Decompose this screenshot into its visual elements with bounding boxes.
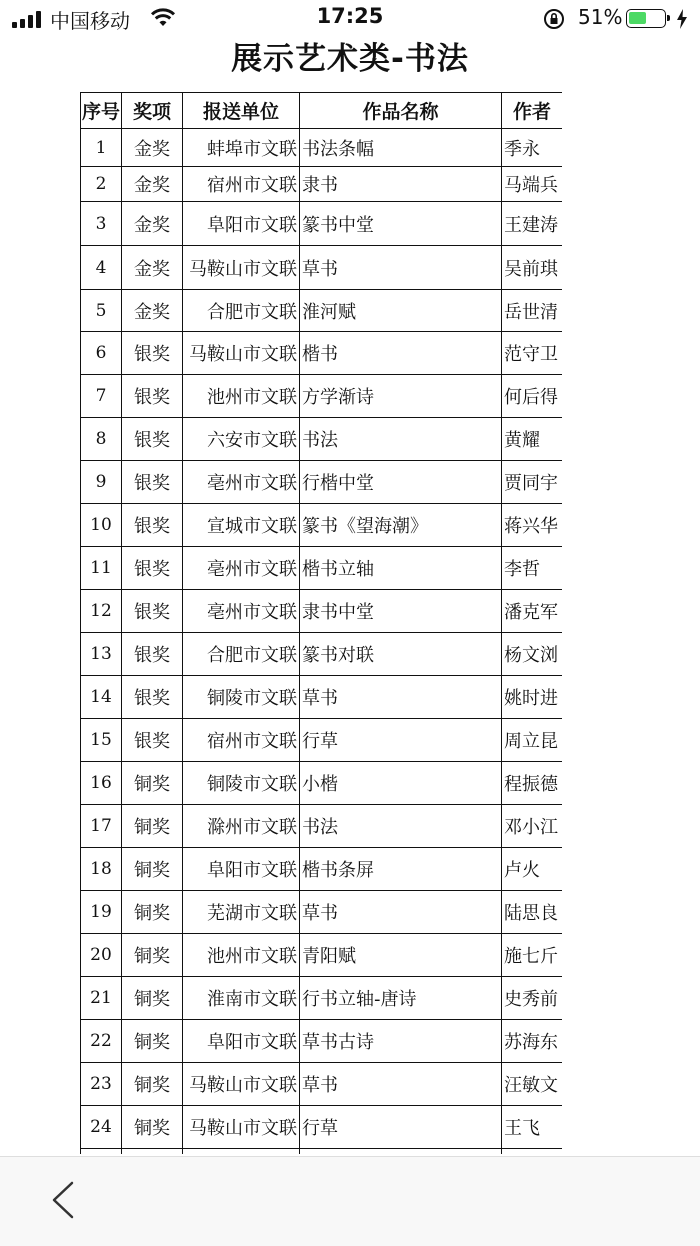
cell-author: 王建涛 <box>502 202 563 246</box>
cell-seq: 11 <box>81 547 122 590</box>
cell-award: 银奖 <box>122 590 183 633</box>
cell-seq: 15 <box>81 719 122 762</box>
header-unit: 报送单位 <box>183 93 300 129</box>
cell-work: 行书立轴-唐诗 <box>300 977 502 1020</box>
cell-award: 银奖 <box>122 461 183 504</box>
cell-author: 程振德 <box>502 762 563 805</box>
table-row <box>81 934 563 977</box>
cell-author: 王飞 <box>502 1106 563 1149</box>
cell-unit: 阜阳市文联 <box>183 1020 300 1063</box>
cell-unit: 马鞍山市文联 <box>183 1106 300 1149</box>
table-row <box>81 290 563 332</box>
cell-seq: 19 <box>81 891 122 934</box>
cell-unit: 六安市文联 <box>183 418 300 461</box>
table-row <box>81 129 563 167</box>
clock: 17:25 <box>316 4 384 28</box>
cell-seq: 1 <box>81 129 122 167</box>
cell-work: 草书 <box>300 246 502 290</box>
cell-work: 篆书对联 <box>300 633 502 676</box>
cell-seq: 23 <box>81 1063 122 1106</box>
cell-unit: 池州市文联 <box>183 934 300 977</box>
cell-work: 篆书中堂 <box>300 202 502 246</box>
cell-award: 铜奖 <box>122 891 183 934</box>
cell-unit: 宿州市文联 <box>183 719 300 762</box>
cell-award: 银奖 <box>122 332 183 375</box>
cell-work: 楷书 <box>300 332 502 375</box>
cell-award: 银奖 <box>122 719 183 762</box>
table-row <box>81 848 563 891</box>
cell-seq: 2 <box>81 167 122 202</box>
table-row <box>81 1106 563 1149</box>
cell-author: 吴前琪 <box>502 246 563 290</box>
table-row <box>81 375 563 418</box>
header-award: 奖项 <box>122 93 183 129</box>
cell-seq: 13 <box>81 633 122 676</box>
battery-icon <box>626 9 666 28</box>
table-row <box>81 633 563 676</box>
award-table <box>80 92 562 1154</box>
cell-award: 银奖 <box>122 633 183 676</box>
table-row <box>81 167 563 202</box>
cell-unit: 亳州市文联 <box>183 461 300 504</box>
cell-award: 铜奖 <box>122 977 183 1020</box>
table-row <box>81 332 563 375</box>
table-row <box>81 246 563 290</box>
cell-work: 楷书立轴 <box>300 547 502 590</box>
table-row <box>81 1149 563 1155</box>
cell-author: 卢火 <box>502 848 563 891</box>
orientation-lock-icon <box>543 8 565 30</box>
cell-award: 金奖 <box>122 202 183 246</box>
cell-award: 银奖 <box>122 547 183 590</box>
table-row <box>81 977 563 1020</box>
cell-empty <box>502 1149 563 1155</box>
cell-unit: 阜阳市文联 <box>183 202 300 246</box>
cell-unit: 马鞍山市文联 <box>183 246 300 290</box>
cell-author: 潘克军 <box>502 590 563 633</box>
cell-award: 铜奖 <box>122 1063 183 1106</box>
cell-author: 黄耀 <box>502 418 563 461</box>
cell-work: 青阳赋 <box>300 934 502 977</box>
cell-seq: 12 <box>81 590 122 633</box>
cell-seq: 10 <box>81 504 122 547</box>
table-row <box>81 590 563 633</box>
cell-author: 汪敏文 <box>502 1063 563 1106</box>
cell-seq: 20 <box>81 934 122 977</box>
cell-work: 行草 <box>300 1106 502 1149</box>
cell-seq: 16 <box>81 762 122 805</box>
cell-unit: 宣城市文联 <box>183 504 300 547</box>
cell-author: 施七斤 <box>502 934 563 977</box>
cell-work: 书法 <box>300 418 502 461</box>
cell-work: 草书 <box>300 891 502 934</box>
cell-award: 铜奖 <box>122 934 183 977</box>
bottom-toolbar <box>0 1156 700 1246</box>
cell-award: 金奖 <box>122 167 183 202</box>
cell-seq: 4 <box>81 246 122 290</box>
cell-author: 贾同宇 <box>502 461 563 504</box>
cell-seq: 6 <box>81 332 122 375</box>
cell-author: 杨文浏 <box>502 633 563 676</box>
cell-author: 姚时进 <box>502 676 563 719</box>
cell-award: 金奖 <box>122 129 183 167</box>
cell-work: 楷书条屏 <box>300 848 502 891</box>
cell-work: 小楷 <box>300 762 502 805</box>
cell-work: 草书古诗 <box>300 1020 502 1063</box>
table-row <box>81 1063 563 1106</box>
cell-unit: 阜阳市文联 <box>183 848 300 891</box>
cell-award: 金奖 <box>122 290 183 332</box>
table-row <box>81 891 563 934</box>
cell-empty <box>81 1149 122 1155</box>
cell-seq: 21 <box>81 977 122 1020</box>
cell-unit: 铜陵市文联 <box>183 676 300 719</box>
cell-unit: 亳州市文联 <box>183 590 300 633</box>
table-row <box>81 547 563 590</box>
cell-work: 书法 <box>300 805 502 848</box>
cell-unit: 铜陵市文联 <box>183 762 300 805</box>
cell-unit: 马鞍山市文联 <box>183 332 300 375</box>
cell-author: 史秀前 <box>502 977 563 1020</box>
battery-percent: 51% <box>578 5 623 29</box>
cell-seq: 14 <box>81 676 122 719</box>
charging-icon <box>676 9 688 29</box>
header-work: 作品名称 <box>300 93 502 129</box>
cell-award: 银奖 <box>122 375 183 418</box>
header-seq: 序号 <box>81 93 122 129</box>
cell-author: 马端兵 <box>502 167 563 202</box>
cell-author: 陆思良 <box>502 891 563 934</box>
cell-seq: 24 <box>81 1106 122 1149</box>
table-row <box>81 504 563 547</box>
cell-empty <box>300 1149 502 1155</box>
cell-unit: 滁州市文联 <box>183 805 300 848</box>
cell-work: 行草 <box>300 719 502 762</box>
table-row <box>81 676 563 719</box>
cell-work: 书法条幅 <box>300 129 502 167</box>
cell-work: 草书 <box>300 1063 502 1106</box>
cell-award: 铜奖 <box>122 1020 183 1063</box>
cell-unit: 合肥市文联 <box>183 290 300 332</box>
cell-award: 银奖 <box>122 676 183 719</box>
cell-empty <box>122 1149 183 1155</box>
table-row <box>81 418 563 461</box>
cell-seq: 9 <box>81 461 122 504</box>
cell-award: 银奖 <box>122 504 183 547</box>
table-row <box>81 762 563 805</box>
cell-work: 隶书 <box>300 167 502 202</box>
cell-unit: 芜湖市文联 <box>183 891 300 934</box>
cell-author: 何后得 <box>502 375 563 418</box>
table-row <box>81 1020 563 1063</box>
cell-author: 周立昆 <box>502 719 563 762</box>
cell-unit: 合肥市文联 <box>183 633 300 676</box>
cell-empty <box>183 1149 300 1155</box>
cell-unit: 蚌埠市文联 <box>183 129 300 167</box>
cell-seq: 3 <box>81 202 122 246</box>
table-row <box>81 461 563 504</box>
cell-work: 行楷中堂 <box>300 461 502 504</box>
cell-work: 篆书《望海潮》 <box>300 504 502 547</box>
cell-unit: 亳州市文联 <box>183 547 300 590</box>
cell-work: 隶书中堂 <box>300 590 502 633</box>
cell-author: 邓小江 <box>502 805 563 848</box>
cell-author: 李哲 <box>502 547 563 590</box>
cell-author: 季永 <box>502 129 563 167</box>
cell-award: 铜奖 <box>122 762 183 805</box>
cell-work: 淮河赋 <box>300 290 502 332</box>
cell-author: 范守卫 <box>502 332 563 375</box>
table-row <box>81 719 563 762</box>
page-title: 展示艺术类-书法 <box>231 41 469 77</box>
cell-seq: 17 <box>81 805 122 848</box>
cell-unit: 宿州市文联 <box>183 167 300 202</box>
table-header-row <box>81 93 563 129</box>
cell-unit: 淮南市文联 <box>183 977 300 1020</box>
cell-seq: 18 <box>81 848 122 891</box>
cell-seq: 5 <box>81 290 122 332</box>
cell-seq: 7 <box>81 375 122 418</box>
table-row <box>81 805 563 848</box>
cell-author: 蒋兴华 <box>502 504 563 547</box>
cell-work: 草书 <box>300 676 502 719</box>
cell-seq: 22 <box>81 1020 122 1063</box>
cell-award: 铜奖 <box>122 805 183 848</box>
chevron-left-icon[interactable] <box>50 1181 76 1219</box>
cell-unit: 池州市文联 <box>183 375 300 418</box>
cell-work: 方学渐诗 <box>300 375 502 418</box>
carrier-label: 中国移动 <box>50 9 130 33</box>
cell-award: 金奖 <box>122 246 183 290</box>
cell-award: 银奖 <box>122 418 183 461</box>
cell-award: 铜奖 <box>122 1106 183 1149</box>
table-row <box>81 202 563 246</box>
header-author: 作者 <box>502 93 563 129</box>
award-table-container[interactable] <box>80 92 562 1154</box>
cell-seq: 8 <box>81 418 122 461</box>
cell-unit: 马鞍山市文联 <box>183 1063 300 1106</box>
cell-award: 铜奖 <box>122 848 183 891</box>
cell-author: 岳世清 <box>502 290 563 332</box>
cell-author: 苏海东 <box>502 1020 563 1063</box>
